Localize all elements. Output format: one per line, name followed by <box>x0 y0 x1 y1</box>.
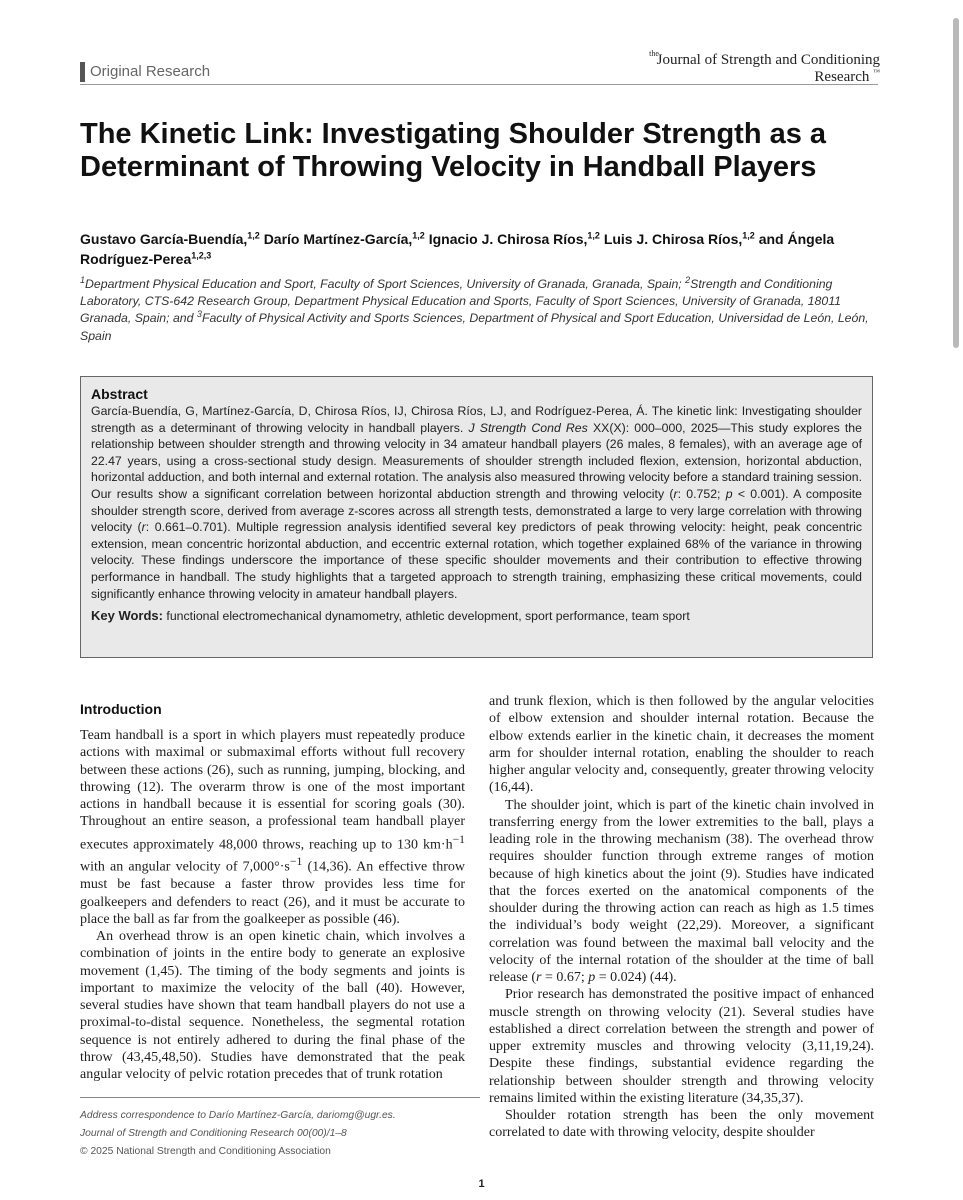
affil-number: 1 <box>80 274 86 285</box>
paragraph-text: = 0.67; <box>541 970 589 985</box>
paragraph-text: Team handball is a sport in which players must repeatedly produce actions with maximal or submaximal efforts without full recovery between these actions (26), such as running, jumping, blocking, and throwing (12). The overarm throw is one of the most important actions in handball because it is essential for scoring goals (30). Throughout an entire season, a professional team handball player executes approximately 48,000 throws, reaching up to 130 km·h <box>80 728 465 853</box>
paper-title: The Kinetic Link: Investigating Shoulder Strength as a Determinant of Throwing Velocity in Handball Players <box>80 118 827 183</box>
author-affil: 1,2 <box>412 230 425 241</box>
scrollbar[interactable] <box>953 18 959 348</box>
author-affil: 1,2 <box>742 230 755 241</box>
stat-r: r <box>673 486 678 501</box>
copyright: © 2025 National Strength and Conditioning Association <box>80 1146 331 1157</box>
paragraph: Shoulder rotation strength has been the only movement correlated to date with throwing velocity, despite shoulder <box>489 1108 874 1141</box>
author-list <box>80 229 880 269</box>
section-label: Original Research <box>80 62 210 82</box>
page-number: 1 <box>478 1178 485 1190</box>
affiliation: Faculty of Physical Activity and Sports Sciences, Department of Physical and Sport Education, Universidad de León, León, Spain <box>80 311 869 343</box>
abstract-box <box>80 376 873 658</box>
journal-the: the <box>649 49 659 58</box>
affiliation: Strength and Conditioning Laboratory, CTS-642 Research Group, Department Physical Education and Sports, Faculty of Sport Sciences, University of Granada, 18011 Granada, Spain; and <box>80 277 841 326</box>
author-affil: 1,2 <box>587 230 600 241</box>
author-affil: 1,2,3 <box>191 250 212 261</box>
paragraph: Prior research has demonstrated the positive impact of enhanced muscle strength on throwing velocity (21). Several studies have established a direct correlation between the strength and power of upper extremity muscles and throwing velocity (3,11,19,24). Despite these findings, substantial evidence regarding the relationship between shoulder strength and throwing velocity remains limited within the existing literature (34,35,37). <box>489 987 874 1106</box>
paragraph <box>489 797 874 987</box>
keywords-label: Key Words: <box>91 608 163 624</box>
affil-number: 2 <box>685 274 691 285</box>
abstract-body: < 0.001). A composite shoulder strength score, derived from average z-scores across all strength tests, demonstrated a large to very large correlation with throwing velocity ( <box>91 486 862 535</box>
abstract-body: XX(X): 000–000, 2025—This study explores the relationship between shoulder strength and throwing velocity in 34 amateur handball players (26 males, 8 females), with an average age of 22.47 years, using a cross-sectional study design. Measurements of shoulder strength included flexion, extension, horizontal abduction, horizontal adduction, and both internal and external rotation. The analysis also measured throwing velocity before a standard training session. Our results show a significant correlation between horizontal abduction strength and throwing velocity ( <box>91 420 862 501</box>
journal-info: Journal of Strength and Conditioning Research 00(00)/1–8 <box>80 1128 347 1139</box>
author: Ignacio J. Chirosa Ríos, <box>428 231 588 247</box>
paragraph-text: The shoulder joint, which is part of the kinetic chain involved in transferring energy from the lower extremities to the ball, plays a leading role in the throwing mechanism (38). The overhead throw requires shoulder function through extreme ranges of motion because of high kinetics about the joint (9). Studies have indicated that the forces exerted on the anatomical components of the shoulder during the throwing action can reach as high as 1.5 times the individual’s body weight (22,29). Moreover, a significant correlation was found between the maximal ball velocity and the velocity of the internal rotation of the shoulder at the time of ball release ( <box>489 797 874 985</box>
keywords <box>91 608 862 624</box>
author: Luis J. Chirosa Ríos, <box>603 231 743 247</box>
journal-logo <box>620 49 880 86</box>
paragraph-text: = 0.024) (44). <box>595 970 677 985</box>
affil-number: 3 <box>196 309 202 320</box>
abstract-text <box>91 403 862 602</box>
affiliation: Department Physical Education and Sport, Faculty of Sport Sciences, University of Granada, Granada, Spain; <box>85 277 682 291</box>
stat-p: p <box>725 486 733 501</box>
paragraph-text: (14,36). An effective throw must be fast because a faster throw provides less time for goalkeepers and defenders to react (26), and it must be accurate to place the ball as far from the goalkeeper as possible (46). <box>80 860 465 927</box>
author: Gustavo García-Buendía, <box>80 231 248 247</box>
abstract-heading: Abstract <box>91 386 148 402</box>
abstract-citation: García-Buendía, G, Martínez-García, D, Chirosa Ríos, IJ, Chirosa Ríos, LJ, and Rodríguez-Perea, Á. The kinetic link: Investigating shoulder strength as a determinant of throwing velocity in handball players. <box>91 404 862 435</box>
superscript: −1 <box>452 832 465 846</box>
stat-r: r <box>536 970 542 985</box>
journal-tm: ™ <box>873 68 880 76</box>
author: and Ángela Rodríguez-Perea <box>80 231 835 267</box>
section-heading: Introduction <box>80 701 162 717</box>
footnotes <box>80 1097 480 1161</box>
keywords-text: functional electromechanical dynamometry, athletic development, sport performance, team sport <box>166 609 690 624</box>
affiliations <box>80 276 880 345</box>
author: Darío Martínez-García, <box>263 231 413 247</box>
journal-name: Journal of Strength and Conditioning Research <box>656 52 880 85</box>
stat-value: : 0.752; <box>677 486 726 501</box>
left-column <box>80 700 465 1083</box>
superscript: −1 <box>289 855 303 869</box>
paragraph-text: with an angular velocity of 7,000°·s <box>80 860 290 876</box>
correspondence-note: Address correspondence to Darío Martínez-García, dariomg@ugr.es. <box>80 1110 396 1121</box>
paragraph <box>80 727 465 928</box>
abstract-body: : 0.661–0.701). Multiple regression analysis identified several key predictors of peak throwing velocity: height, peak concentric extension, mean concentric horizontal abduction, and eccentric external rotation, which together explained 68% of the variance in throwing velocity. These findings underscore the importance of these specific shoulder movements and their contribution to effective throwing performance in handball. The study highlights that a targeted approach to strength training, emphasizing these critical movements, could significantly enhance throwing velocity in amateur handball players. <box>91 520 862 601</box>
paragraph: An overhead throw is an open kinetic chain, which involves a combination of joints in the entire body to generate an explosive movement (1,45). The timing of the body segments and joints is important to maximize the velocity of the ball (40). However, several studies have shown that team handball players do not use a proximal-to-distal sequence. Nonetheless, the segmental rotation sequence is not entirely adhered to during the final phase of the throw (43,45,48,50). Studies have demonstrated that the peak angular velocity of pelvic rotation precedes that of trunk rotation <box>80 929 465 1083</box>
stat-r: r <box>141 520 146 535</box>
abstract-journal-ref: J Strength Cond Res <box>468 420 588 435</box>
author-affil: 1,2 <box>247 230 260 241</box>
stat-p: p <box>588 970 596 985</box>
paragraph: and trunk flexion, which is then followed by the angular velocities of elbow extension and shoulder internal rotation. Because the elbow extends earlier in the kinetic chain, it decreases the moment arm for shoulder internal rotation, enabling the shoulder to reach higher angular velocity and, consequently, greater throwing velocity (16,44). <box>489 694 874 796</box>
right-column <box>489 693 874 1142</box>
